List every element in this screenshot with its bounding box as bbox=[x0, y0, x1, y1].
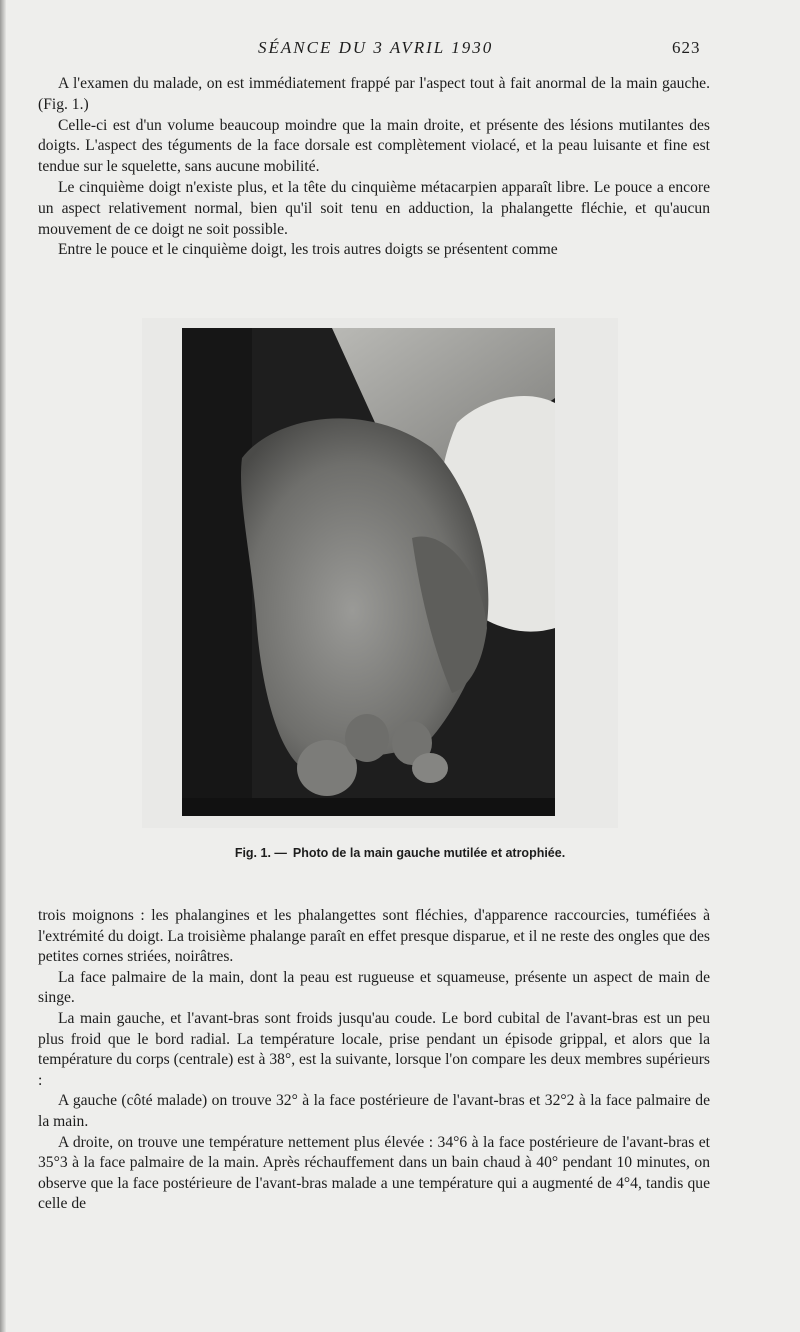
body-text-top bbox=[38, 74, 710, 261]
paragraph: Entre le pouce et le cinquième doigt, les trois autres doigts se présentent comme bbox=[58, 241, 558, 259]
paragraph: Celle-ci est d'un volume beaucoup moindre que la main droite, et présente des lésions mutilantes des doigts. L'aspect des téguments de la face dorsale est complètement violacé, et la peau luisante et fine est tendue sur le squelette, sans aucune mobilité. bbox=[38, 116, 710, 176]
paragraph: La face palmaire de la main, dont la peau est rugueuse et squameuse, présente un aspect de main de singe. bbox=[38, 968, 710, 1007]
paragraph: A droite, on trouve une température nettement plus élevée : 34°6 à la face postérieure de l'avant-bras et 35°3 à la face palmaire de la main. Après réchauffement dans un bain chaud à 40° pendant 10 minutes, on observe que la face postérieure de l'avant-bras malade a une température qui a augmenté de 4°4, tandis que celle de bbox=[38, 1133, 710, 1213]
hand-photo-illustration bbox=[182, 328, 555, 816]
body-text-bottom bbox=[38, 906, 710, 1215]
page-binding-edge bbox=[0, 0, 6, 1332]
figure-label: Fig. 1. — bbox=[234, 846, 287, 860]
figure-caption bbox=[0, 846, 800, 860]
paragraph: trois moignons : les phalangines et les phalangettes sont fléchies, d'apparence raccourcies, tuméfiées à l'extrémité du doigt. La troisième phalange paraît en effet presque disparue, et il ne reste des ongles que des petites cornes striées, noirâtres. bbox=[38, 907, 710, 966]
paragraph: Le cinquième doigt n'existe plus, et la tête du cinquième métacarpien apparaît libre. Le pouce a encore un aspect relativement normal, bien qu'il soit tenu en adduction, la phalangette fléchie, et qu'aucun mouvement de ce doigt ne soit possible. bbox=[38, 178, 710, 238]
running-head: SÉANCE DU 3 AVRIL 1930 bbox=[258, 38, 494, 57]
hand-photograph bbox=[182, 328, 555, 816]
paragraph: La main gauche, et l'avant-bras sont froids jusqu'au coude. Le bord cubital de l'avant-bras est un peu plus froid que le bord radial. La température locale, prise pendant un épisode grippal, et alors que la température du corps (centrale) est à 38°, est la suivante, lorsque l'on compare les deux membres supérieurs : bbox=[38, 1009, 710, 1089]
figure-caption-text: Photo de la main gauche mutilée et atrophiée. bbox=[292, 846, 566, 860]
figure-1 bbox=[142, 318, 618, 828]
page-number: 623 bbox=[672, 38, 701, 57]
paragraph: A l'examen du malade, on est immédiatement frappé par l'aspect tout à fait anormal de la main gauche. (Fig. 1.) bbox=[38, 75, 710, 113]
page-header bbox=[0, 38, 800, 62]
paragraph: A gauche (côté malade) on trouve 32° à la face postérieure de l'avant-bras et 32°2 à la face palmaire de la main. bbox=[38, 1092, 710, 1130]
